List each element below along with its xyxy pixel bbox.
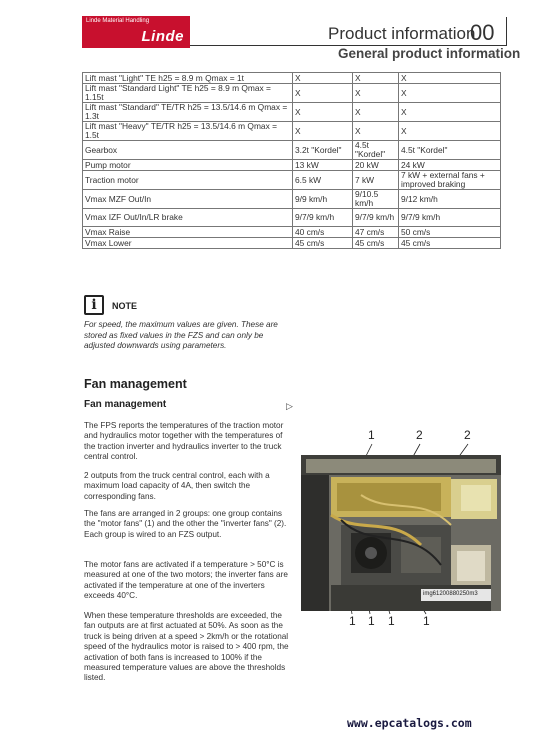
table-cell: 45 cm/s (293, 238, 353, 249)
callout-label: 1 (368, 428, 375, 442)
table-cell: X (353, 84, 399, 103)
table-row-label: Gearbox (83, 141, 293, 160)
table-cell: X (399, 122, 501, 141)
table-cell: X (353, 103, 399, 122)
paragraph: When these temperature thresholds are exceeded, the fan outputs are at first actuated at 50%. As soon as the truck is being driven at a speed > 2km/h or the rotational speed of the hydraulics motor is raised to > 400 rpm, the activation of both fans is increased to 100% if the measured temperature values are above the thresholds listed. (84, 611, 289, 683)
table-cell: X (399, 84, 501, 103)
table-row (83, 190, 501, 209)
table-row (83, 103, 501, 122)
table-cell: 9/9 km/h (293, 190, 353, 209)
fan-location-photo (301, 455, 501, 611)
table-cell: 24 kW (399, 160, 501, 171)
table-cell: X (293, 84, 353, 103)
table-cell: X (353, 73, 399, 84)
brand-text: Linde Material Handling (86, 18, 150, 24)
table-row-label: Vmax Lower (83, 238, 293, 249)
table-row (83, 122, 501, 141)
table-cell: 7 kW + external fans + improved braking (399, 171, 501, 190)
table-cell: 9/7/9 km/h (399, 209, 501, 227)
table-cell: 45 cm/s (399, 238, 501, 249)
callout-label: 1 (349, 614, 356, 628)
table-cell: 9/12 km/h (399, 190, 501, 209)
table-row-label: Lift mast "Light" TE h25 = 8.9 m Qmax = 1t (83, 73, 293, 84)
callout-label: 2 (416, 428, 423, 442)
callout-label: 1 (388, 614, 395, 628)
table-row-label: Pump motor (83, 160, 293, 171)
table-cell: 9/10.5 km/h (353, 190, 399, 209)
title-rule-vertical (506, 17, 507, 46)
chapter-number: 00 (470, 20, 495, 45)
table-cell: X (353, 122, 399, 141)
table-cell: X (293, 73, 353, 84)
paragraph: 2 outputs from the truck central control, each with a maximum load capacity of 4A, then switch the corresponding fans. (84, 471, 270, 501)
page-title: Product information (328, 24, 476, 43)
paragraph: The fans are arranged in 2 groups: one group contains the "motor fans" (1) and the other the "inverter fans" (2). Each group is wired to an FZS output. (84, 509, 287, 539)
table-row (83, 160, 501, 171)
callout-label: 1 (423, 614, 430, 628)
table-cell: 40 cm/s (293, 227, 353, 238)
section-heading: Fan management (84, 377, 187, 391)
table-row (83, 209, 501, 227)
table-row-label: Vmax IZF Out/In/LR brake (83, 209, 293, 227)
table-cell: 9/7/9 km/h (293, 209, 353, 227)
spec-table (82, 72, 501, 249)
table-row (83, 84, 501, 103)
table-cell: 4.5t "Kordel" (399, 141, 501, 160)
table-cell: 20 kW (353, 160, 399, 171)
table-cell: X (399, 73, 501, 84)
note-text: For speed, the maximum values are given. These are stored as fixed values in the FZS and can only be adjusted downwards using parameters. (84, 320, 278, 350)
table-cell: 50 cm/s (399, 227, 501, 238)
table-cell: X (293, 122, 353, 141)
info-icon: i (84, 295, 104, 315)
table-cell: X (293, 103, 353, 122)
brand-banner (82, 16, 190, 48)
paragraph: The motor fans are activated if a temperature > 50°C is measured at one of the two motors; the inverter fans are activated if the temperature at one of the inverters exceeds 40°C. (84, 560, 288, 601)
table-cell: 6.5 kW (293, 171, 353, 190)
table-cell: 3.2t "Kordel" (293, 141, 353, 160)
note-label: NOTE (112, 301, 138, 311)
figure-caption: img61200880250m3 (423, 591, 478, 597)
table-row (83, 238, 501, 249)
page-subtitle: General product information (338, 46, 521, 61)
table-cell: 7 kW (353, 171, 399, 190)
paragraph: The FPS reports the temperatures of the traction motor and hydraulics motor together with the temperatures of the traction inverter and hydraulics inverter to the truck central control. (84, 421, 284, 462)
table-row (83, 171, 501, 190)
table-cell: 13 kW (293, 160, 353, 171)
table-cell: 9/7/9 km/h (353, 209, 399, 227)
table-row-label: Vmax MZF Out/In (83, 190, 293, 209)
triangle-right-icon: ▷ (286, 401, 293, 411)
table-row (83, 73, 501, 84)
callout-label: 1 (368, 614, 375, 628)
table-cell: 4.5t "Kordel" (353, 141, 399, 160)
table-cell: 45 cm/s (353, 238, 399, 249)
table-row-label: Lift mast "Heavy" TE/TR h25 = 13.5/14.6 m Qmax = 1.5t (83, 122, 293, 141)
linde-logo: Linde (141, 28, 184, 45)
table-row-label: Vmax Raise (83, 227, 293, 238)
table-row-label: Lift mast "Standard Light" TE h25 = 8.9 m Qmax = 1.15t (83, 84, 293, 103)
table-cell: 47 cm/s (353, 227, 399, 238)
table-row (83, 141, 501, 160)
callout-label: 2 (464, 428, 471, 442)
footer-url[interactable]: www.epcatalogs.com (347, 716, 472, 730)
table-row (83, 227, 501, 238)
table-row-label: Traction motor (83, 171, 293, 190)
table-cell: X (399, 103, 501, 122)
section-subheading: Fan management (84, 399, 167, 410)
table-row-label: Lift mast "Standard" TE/TR h25 = 13.5/14.6 m Qmax = 1.3t (83, 103, 293, 122)
